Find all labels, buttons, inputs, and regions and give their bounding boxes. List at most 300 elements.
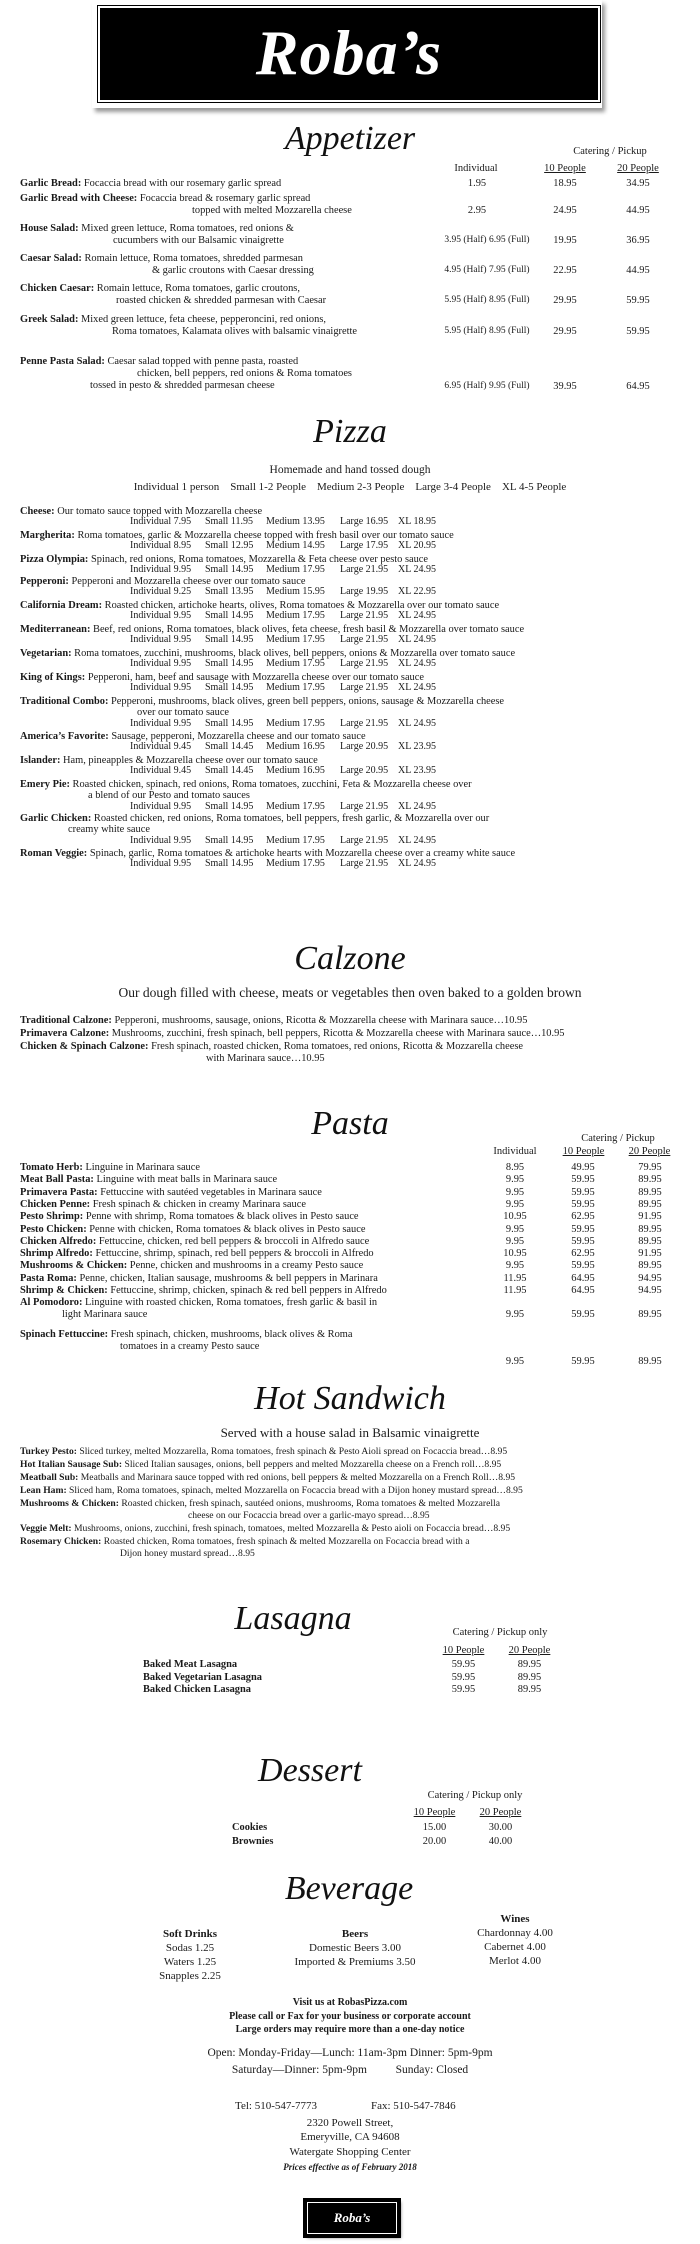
price-20: 36.95 xyxy=(626,235,650,246)
menu-item-name: Pepperoni: xyxy=(20,576,69,587)
pizza-price: Individual 9.95 xyxy=(130,658,192,669)
price-individual: 5.95 (Half) 8.95 (Full) xyxy=(444,326,530,336)
pizza-price: Large 17.95 xyxy=(340,540,389,551)
menu-item-name: Veggie Melt: xyxy=(20,1523,72,1534)
menu-item xyxy=(20,223,294,236)
price-10: 59.95 xyxy=(571,1186,595,1198)
beer-item: Imported & Premiums 3.50 xyxy=(294,1956,416,1968)
menu-item xyxy=(20,1260,363,1273)
price-10: 24.95 xyxy=(553,205,577,216)
menu-item: Penne Pasta Salad: Caesar salad topped with penne pasta, roasted xyxy=(20,356,299,367)
pizza-price: Medium 17.95 xyxy=(266,858,325,869)
price-10: 18.95 xyxy=(553,178,577,189)
menu-item-name: Islander: xyxy=(20,755,61,766)
pizza-price: XL 24.95 xyxy=(398,634,436,645)
price-20: 94.95 xyxy=(638,1285,662,1296)
tel: Tel: 510-547-7773 xyxy=(235,2100,318,2112)
pizza-price: Medium 17.95 xyxy=(266,682,325,693)
menu-item xyxy=(20,1472,515,1485)
menu-item-desc: Fettuccine with sautéed vegetables in Marinara sauce xyxy=(100,1186,322,1198)
soft-drink-item: Waters 1.25 xyxy=(163,1956,217,1968)
price-individual: 1.95 xyxy=(467,178,487,189)
pizza-sizes-header: Individual 1 person Small 1-2 People Medium 2-3 People Large 3-4 People XL 4-5 People xyxy=(133,481,567,493)
pizza-price: Large 21.95 xyxy=(340,634,389,645)
price-20: 91.95 xyxy=(638,1211,662,1223)
dessert-item: Cookies xyxy=(232,1822,268,1833)
appetizer-col-catering: Catering / Pickup xyxy=(573,146,647,157)
menu-item-desc: Mushrooms, onions, zucchini, fresh spinach, tomatoes, melted Mozzarella & Pesto aioli on Focaccia bread…8.95 xyxy=(74,1523,511,1534)
menu-item xyxy=(20,1224,365,1237)
price-10: 59.95 xyxy=(451,1671,476,1683)
pizza-price: XL 23.95 xyxy=(398,741,436,752)
menu-item-desc: Penne, chicken, Italian sausage, mushrooms & bell peppers in Marinara xyxy=(79,1272,378,1284)
footer-logo xyxy=(305,2200,399,2236)
pizza-price: Medium 17.95 xyxy=(266,801,325,812)
price-20: 89.95 xyxy=(517,1684,542,1695)
lasagna-title: Lasagna xyxy=(234,1600,352,1637)
price-individual: 6.95 (Half) 9.95 (Full) xyxy=(444,381,530,391)
menu-item-name: House Salad: xyxy=(20,223,79,234)
menu-item-name: Caesar Salad: xyxy=(20,253,82,264)
price-individual: 3.95 (Half) 6.95 (Full) xyxy=(444,235,530,245)
menu-item-name: King of Kings: xyxy=(20,672,86,683)
menu-item-desc: a blend of our Pesto and tomato sauces xyxy=(88,790,250,801)
price-10: 22.95 xyxy=(553,265,577,276)
price-individual: 9.95 xyxy=(505,1186,525,1198)
menu-item xyxy=(20,193,310,206)
menu-item-desc: cucumbers with our Balsamic vinaigrette xyxy=(113,235,284,246)
dessert-item: Brownies xyxy=(232,1836,274,1847)
price-20: 40.00 xyxy=(488,1836,513,1847)
price-20: 44.95 xyxy=(626,205,650,216)
pizza-price: Small 14.95 xyxy=(205,634,254,645)
visit-line: Visit us at RobasPizza.com xyxy=(292,1997,408,2008)
pizza-price: Small 14.95 xyxy=(205,610,254,621)
menu-item-desc: tomatoes in a creamy Pesto sauce xyxy=(120,1341,260,1352)
menu-item xyxy=(20,1285,387,1298)
menu-item-desc: Sliced Italian sausages, onions, bell peppers and melted Mozzarella cheese on a French roll…8.95 xyxy=(124,1459,502,1470)
menu-item-desc: Sliced turkey, melted Mozzarella, Roma tomatoes, fresh spinach & Pesto Aioli spread on Focaccia bread…8.95 xyxy=(79,1446,508,1457)
price-individual: 4.95 (Half) 7.95 (Full) xyxy=(444,265,530,275)
menu-item-name: Hot Italian Sausage Sub: xyxy=(20,1459,123,1470)
menu-item-name: Mediterranean: xyxy=(20,624,91,635)
menu-item-desc: Fresh spinach, roasted chicken, Roma tomatoes, red onions, Ricotta & Mozzarella cheese xyxy=(151,1041,523,1052)
menu-item-desc: & garlic croutons with Caesar dressing xyxy=(152,265,314,276)
price-10: 59.95 xyxy=(571,1235,595,1247)
menu-item xyxy=(20,1187,322,1200)
price-individual: 9.95 xyxy=(505,1260,525,1272)
menu-item-desc: Fettuccine, shrimp, spinach, red bell peppers & broccoli in Alfredo xyxy=(95,1248,374,1260)
menu-item xyxy=(20,1523,510,1536)
menu-item-desc: Pepperoni, mushrooms, black olives, green bell peppers, onions, sausage & Mozzarella cheese xyxy=(111,696,505,707)
price-individual: 10.95 xyxy=(503,1211,527,1223)
menu-item-desc: topped with melted Mozzarella cheese xyxy=(192,205,352,216)
pizza-price: Individual 9.95 xyxy=(130,801,192,812)
pizza-price: Small 14.95 xyxy=(205,858,254,869)
price-20: 89.95 xyxy=(638,1223,662,1235)
beers xyxy=(275,1927,435,1969)
price-10: 59.95 xyxy=(571,1198,595,1210)
menu-item xyxy=(20,1041,523,1054)
price-10: 59.95 xyxy=(451,1684,476,1695)
price-20: 89.95 xyxy=(638,1174,662,1186)
pizza-price: Large 21.95 xyxy=(340,610,389,621)
price-10: 59.95 xyxy=(571,1260,595,1272)
large-orders-line: Large orders may require more than a one-day notice xyxy=(235,2024,465,2035)
appetizer-title: Appetizer xyxy=(284,120,416,157)
menu-item-desc: Roasted chicken, red onions, Roma tomatoes, bell peppers, fresh garlic, & Mozzarella over our xyxy=(93,813,490,824)
menu-item-name: Pesto Chicken: xyxy=(20,1223,87,1235)
menu-item-name: Chicken Penne: xyxy=(20,1198,91,1210)
menu-item xyxy=(20,1199,306,1212)
beers-title: Beers xyxy=(341,1928,369,1940)
menu-item-desc: Penne with chicken, Roma tomatoes & black olives in Pesto sauce xyxy=(89,1223,366,1235)
price-individual: 9.95 xyxy=(505,1356,525,1367)
lasagna-col-20: 20 People xyxy=(508,1645,551,1656)
menu-item-desc: tossed in pesto & shredded parmesan cheese xyxy=(90,380,275,391)
price-20: 59.95 xyxy=(626,326,650,337)
price-individual: 9.95 xyxy=(505,1309,525,1320)
menu-item xyxy=(20,1273,378,1286)
logo xyxy=(98,6,600,102)
menu-item xyxy=(20,178,281,191)
pizza-price: Medium 17.95 xyxy=(266,610,325,621)
brand-name: Roba’s xyxy=(255,17,443,88)
menu-item-desc: Roasted chicken, artichoke hearts, olives, Roma tomatoes & Mozzarella over our tomato sauce xyxy=(104,600,500,611)
pizza-price: Medium 17.95 xyxy=(266,634,325,645)
appetizer-col-20: 20 People xyxy=(617,163,659,174)
menu-item-desc: Ham, pineapples & Mozzarella cheese over our tomato sauce xyxy=(63,755,318,766)
menu-item-name: Cheese: xyxy=(20,506,55,517)
menu-item-desc: Roasted chicken, Roma tomatoes, fresh spinach & melted Mozzarella on Focaccia bread with a xyxy=(103,1536,470,1547)
menu-item-desc: Dijon honey mustard spread…8.95 xyxy=(120,1548,255,1559)
pizza-price: Large 21.95 xyxy=(340,658,389,669)
pizza-price: Medium 17.95 xyxy=(266,564,325,575)
menu-item-desc: Spinach, red onions, Roma tomatoes, Mozzarella & Feta cheese over pesto sauce xyxy=(91,554,429,565)
dessert-title: Dessert xyxy=(258,1752,362,1789)
pasta-title: Pasta xyxy=(311,1105,389,1142)
menu-item: Spinach Fettuccine: Fresh spinach, chicken, mushrooms, black olives & Roma xyxy=(20,1329,353,1340)
menu-item-desc: Penne with shrimp, Roma tomatoes & black olives in Pesto sauce xyxy=(85,1211,359,1223)
pizza-price: Small 14.45 xyxy=(205,741,254,752)
menu-item-name: Tomato Herb: xyxy=(20,1162,83,1173)
pizza-price: Large 16.95 xyxy=(340,516,389,527)
calzone-subtitle: Our dough filled with cheese, meats or vegetables then oven baked to a golden brown xyxy=(118,985,582,1000)
menu-item-name: Garlic Chicken: xyxy=(20,813,92,824)
sandwich-title: Hot Sandwich xyxy=(254,1380,446,1417)
price-individual: 5.95 (Half) 8.95 (Full) xyxy=(444,295,530,305)
pizza-price: Large 20.95 xyxy=(340,741,389,752)
menu-item xyxy=(20,1536,469,1549)
menu-item-desc: Penne, chicken and mushrooms in a creamy Pesto sauce xyxy=(129,1260,364,1272)
pizza-price: Individual 7.95 xyxy=(130,516,192,527)
menu-item xyxy=(20,1236,369,1249)
menu-item-name: Meat Ball Pasta: xyxy=(20,1174,94,1186)
menu-item-name: Greek Salad: xyxy=(20,314,79,325)
menu-item-name: Garlic Bread: xyxy=(20,178,82,189)
menu-item xyxy=(20,1211,359,1224)
pizza-price: Individual 9.45 xyxy=(130,741,192,752)
menu-item-desc: Romain lettuce, Roma tomatoes, garlic croutons, xyxy=(96,283,300,294)
fax: Fax: 510-547-7846 xyxy=(371,2100,456,2112)
menu-item-name: Pasta Roma: xyxy=(20,1272,77,1284)
menu-item-desc: roasted chicken & shredded parmesan with Caesar xyxy=(116,295,327,306)
pizza-price: XL 24.95 xyxy=(398,682,436,693)
price-20: 79.95 xyxy=(638,1162,662,1173)
pasta-col-10: 10 People xyxy=(562,1146,605,1157)
pizza-price: Medium 17.95 xyxy=(266,835,325,846)
pizza-price: Small 14.95 xyxy=(205,835,254,846)
price-20: 89.95 xyxy=(638,1198,662,1210)
lasagna-col-10: 10 People xyxy=(442,1645,485,1656)
menu-item xyxy=(20,1446,507,1459)
pizza-price: XL 24.95 xyxy=(398,610,436,621)
menu-item-name: Emery Pie: xyxy=(20,779,70,790)
price-individual: 11.95 xyxy=(503,1272,527,1284)
hours-weekend: Saturday—Dinner: 5pm-9pm Sunday: Closed xyxy=(231,2064,469,2076)
menu-item-desc: Our tomato sauce topped with Mozzarella cheese xyxy=(57,506,263,517)
menu-item-name: Roman Veggie: xyxy=(20,848,88,859)
price-10: 62.95 xyxy=(571,1248,595,1260)
pizza-price: Large 20.95 xyxy=(340,765,389,776)
price-10: 59.95 xyxy=(571,1309,595,1320)
menu-item-desc: with Marinara sauce…10.95 xyxy=(206,1053,325,1064)
menu-item-name: Chicken Caesar: xyxy=(20,283,95,294)
menu-item xyxy=(20,1459,501,1472)
menu-item-name: Traditional Calzone: xyxy=(20,1015,112,1026)
sandwich-subtitle: Served with a house salad in Balsamic vinaigrette xyxy=(220,1425,480,1440)
pizza-price: Small 14.95 xyxy=(205,801,254,812)
pizza-price: Large 21.95 xyxy=(340,858,389,869)
menu-item-desc: light Marinara sauce xyxy=(62,1309,148,1320)
dessert-col-20: 20 People xyxy=(479,1807,522,1818)
pizza-price: Small 14.95 xyxy=(205,564,254,575)
menu-item-desc: Beef, red onions, Roma tomatoes, black olives, feta cheese, fresh basil & Mozzarella over tomato sauce xyxy=(93,624,525,635)
pizza-price: Small 14.95 xyxy=(205,658,254,669)
wine-item: Cabernet 4.00 xyxy=(484,1941,546,1953)
menu-item-desc: Pepperoni, mushrooms, sausage, onions, Ricotta & Mozzarella cheese with Marinara sauce…10.95 xyxy=(114,1015,528,1026)
pizza-price: XL 20.95 xyxy=(398,540,436,551)
prices-note: Prices effective as of February 2018 xyxy=(283,2162,417,2172)
wines xyxy=(460,1912,570,1968)
address-street: 2320 Powell Street, xyxy=(306,2117,394,2129)
address-center: Watergate Shopping Center xyxy=(289,2146,411,2158)
menu-item-desc: Roma tomatoes, zucchini, mushrooms, black olives, bell peppers, onions & Mozzarella over tomato sauce xyxy=(74,648,516,659)
menu-item-desc: Pepperoni, ham, beef and sausage with Mozzarella cheese over our tomato sauce xyxy=(87,672,424,683)
pizza-price: Small 11.95 xyxy=(205,516,253,527)
price-10: 19.95 xyxy=(553,235,577,246)
lasagna-item: Baked Chicken Lasagna xyxy=(143,1684,251,1695)
menu-item-name: Pesto Shrimp: xyxy=(20,1211,84,1223)
menu-item xyxy=(20,696,504,709)
pizza-price: Small 14.95 xyxy=(205,682,254,693)
price-20: 89.95 xyxy=(638,1309,662,1320)
menu-item-name: Margherita: xyxy=(20,530,75,541)
pizza-price: Large 21.95 xyxy=(340,682,389,693)
calzone-title: Calzone xyxy=(294,940,406,977)
soft-drinks-title: Soft Drinks xyxy=(162,1928,218,1940)
pizza-price: XL 24.95 xyxy=(398,564,436,575)
menu-item-desc: Meatballs and Marinara sauce topped with red onions, bell peppers & melted Mozzarella on a French Roll…8.95 xyxy=(80,1472,516,1483)
pizza-price: Individual 9.95 xyxy=(130,718,192,729)
pizza-price: Small 14.45 xyxy=(205,765,254,776)
menu-item-name: Traditional Combo: xyxy=(20,696,109,707)
menu-item xyxy=(20,1028,564,1041)
menu-item xyxy=(20,283,300,296)
wines-title: Wines xyxy=(500,1913,530,1925)
price-20: 89.95 xyxy=(638,1235,662,1247)
price-10: 64.95 xyxy=(571,1285,595,1296)
price-20: 94.95 xyxy=(638,1272,662,1284)
price-10: 39.95 xyxy=(553,381,577,392)
menu-item-desc: Fettuccine, shrimp, chicken, spinach & red bell peppers in Alfredo xyxy=(110,1285,387,1296)
pizza-price: XL 24.95 xyxy=(398,658,436,669)
price-20: 30.00 xyxy=(488,1822,513,1833)
menu-item-desc: Mushrooms, zucchini, fresh spinach, bell peppers, Ricotta & Mozzarella cheese with Marinara sauce…10.95 xyxy=(111,1028,565,1039)
menu-item-name: Mushrooms & Chicken: xyxy=(20,1498,119,1509)
menu-item-name: Chicken & Spinach Calzone: xyxy=(20,1041,149,1052)
pizza-price: Large 21.95 xyxy=(340,801,389,812)
appetizer-col-individual: Individual xyxy=(454,163,498,174)
pizza-price: Individual 9.95 xyxy=(130,835,192,846)
pizza-price: XL 23.95 xyxy=(398,765,436,776)
beverage-title: Beverage xyxy=(284,1870,414,1907)
menu-item-desc: Mixed green lettuce, feta cheese, pepperoncini, red onions, xyxy=(81,314,326,325)
menu-item-desc: creamy white sauce xyxy=(68,824,150,835)
pizza-price: Medium 16.95 xyxy=(266,741,325,752)
pizza-price: Large 21.95 xyxy=(340,835,389,846)
price-10: 59.95 xyxy=(571,1174,595,1186)
pizza-price: Individual 9.95 xyxy=(130,564,192,575)
menu-item-desc: Fettuccine, chicken, red bell peppers & broccoli in Alfredo sauce xyxy=(98,1235,370,1247)
price-individual: 10.95 xyxy=(503,1248,527,1260)
price-10: 64.95 xyxy=(571,1272,595,1284)
price-10: 29.95 xyxy=(553,326,577,337)
pizza-price: Individual 9.25 xyxy=(130,586,192,597)
price-individual: 9.95 xyxy=(505,1235,525,1247)
price-10: 15.00 xyxy=(422,1822,447,1833)
price-10: 49.95 xyxy=(571,1162,595,1173)
pizza-price: Large 19.95 xyxy=(340,586,389,597)
pizza-subtitle: Homemade and hand tossed dough xyxy=(269,464,431,476)
price-20: 89.95 xyxy=(638,1260,662,1272)
price-20: 59.95 xyxy=(626,295,650,306)
price-individual: 9.95 xyxy=(505,1223,525,1235)
menu-item-name: Vegetarian: xyxy=(20,648,72,659)
menu-item-desc: chicken, bell peppers, red onions & Roma tomatoes xyxy=(137,368,352,379)
price-10: 62.95 xyxy=(571,1211,595,1223)
price-20: 89.95 xyxy=(517,1659,542,1670)
price-10: 59.95 xyxy=(571,1356,595,1367)
pizza-price: Individual 9.95 xyxy=(130,858,192,869)
menu-item xyxy=(20,253,303,266)
price-individual: 9.95 xyxy=(505,1174,525,1186)
menu-item xyxy=(20,1162,200,1175)
lasagna-item: Baked Meat Lasagna xyxy=(143,1659,238,1670)
price-20: 89.95 xyxy=(638,1186,662,1198)
menu-item-desc: Roma tomatoes, Kalamata olives with balsamic vinaigrette xyxy=(112,326,357,337)
menu-item-desc: over our tomato sauce xyxy=(137,707,230,718)
menu-item-name: Primavera Calzone: xyxy=(20,1028,110,1039)
menu-item xyxy=(20,1498,500,1511)
menu-item-name: Chicken Alfredo: xyxy=(20,1235,97,1247)
wine-item: Merlot 4.00 xyxy=(489,1955,541,1967)
menu-item-desc: Sausage, pepperoni, Mozzarella cheese and our tomato sauce xyxy=(111,731,366,742)
menu-item xyxy=(20,1015,527,1028)
soft-drink-item: Sodas 1.25 xyxy=(165,1942,215,1954)
menu-item-desc: Pepperoni and Mozzarella cheese over our tomato sauce xyxy=(71,576,306,587)
menu-item-desc: Roasted chicken, fresh spinach, sautéed onions, mushrooms, Roma tomatoes & melted Mozzarella xyxy=(121,1498,500,1509)
appetizer-col-10: 10 People xyxy=(544,163,586,174)
menu-item-desc: Roasted chicken, spinach, red onions, Roma tomatoes, zucchini, Feta & Mozzarella cheese over xyxy=(72,779,472,790)
pizza-price: Medium 16.95 xyxy=(266,765,325,776)
pizza-price: Large 21.95 xyxy=(340,718,389,729)
pizza-price: Individual 9.45 xyxy=(130,765,192,776)
price-10: 20.00 xyxy=(422,1836,447,1847)
menu-item-name: Turkey Pesto: xyxy=(20,1446,77,1457)
price-20: 34.95 xyxy=(626,178,650,189)
pasta-col-20: 20 People xyxy=(628,1146,671,1157)
pizza-price: Large 21.95 xyxy=(340,564,389,575)
menu-item xyxy=(20,1174,277,1187)
price-20: 89.95 xyxy=(517,1671,542,1683)
pizza-price: Medium 17.95 xyxy=(266,658,325,669)
price-individual: 9.95 xyxy=(505,1198,525,1210)
pizza-price: Medium 15.95 xyxy=(266,586,325,597)
menu-item-desc: Linguine with meat balls in Marinara sauce xyxy=(96,1174,278,1186)
menu-item-name: Garlic Bread with Cheese: xyxy=(20,193,138,204)
soft-drinks xyxy=(150,1927,230,1983)
dessert-col-catering: Catering / Pickup only xyxy=(427,1790,523,1801)
pizza-price: Medium 13.95 xyxy=(266,516,325,527)
price-20: 89.95 xyxy=(638,1356,662,1367)
call-line: Please call or Fax for your business or corporate account xyxy=(229,2011,471,2022)
price-20: 44.95 xyxy=(626,265,650,276)
menu-item xyxy=(20,314,326,327)
dessert-col-10: 10 People xyxy=(413,1807,456,1818)
pizza-price: Small 14.95 xyxy=(205,718,254,729)
pizza-price: XL 24.95 xyxy=(398,718,436,729)
menu-item-name: Shrimp & Chicken: xyxy=(20,1285,108,1296)
pizza-price: Medium 17.95 xyxy=(266,718,325,729)
price-20: 64.95 xyxy=(626,381,650,392)
menu-item-desc: Romain lettuce, Roma tomatoes, shredded parmesan xyxy=(84,253,303,264)
lasagna-col-catering: Catering / Pickup only xyxy=(452,1627,548,1638)
menu-item-desc: Roma tomatoes, garlic & Mozzarella cheese topped with fresh basil over our tomato sauce xyxy=(77,530,454,541)
pizza-price: XL 24.95 xyxy=(398,858,436,869)
menu-item-desc: Linguine in Marinara sauce xyxy=(85,1162,200,1173)
menu-item-desc: Spinach, garlic, Roma tomatoes & artichoke hearts with Mozzarella cheese over a creamy white sauce xyxy=(89,848,516,859)
menu-item-name: Lean Ham: xyxy=(20,1485,67,1496)
menu-item-desc: Mixed green lettuce, Roma tomatoes, red onions & xyxy=(81,223,294,234)
menu-item xyxy=(20,1248,374,1261)
pizza-price: Individual 9.95 xyxy=(130,682,192,693)
pizza-price: XL 18.95 xyxy=(398,516,436,527)
pizza-price: Small 13.95 xyxy=(205,586,254,597)
wine-item: Chardonnay 4.00 xyxy=(477,1927,553,1939)
menu-item-desc: Focaccia bread & rosemary garlic spread xyxy=(139,193,311,204)
price-10: 29.95 xyxy=(553,295,577,306)
pizza-price: Individual 9.95 xyxy=(130,634,192,645)
beer-item: Domestic Beers 3.00 xyxy=(309,1942,401,1954)
menu-item-name: Meatball Sub: xyxy=(20,1472,79,1483)
hours-weekday: Open: Monday-Friday—Lunch: 11am-3pm Dinner: 5pm-9pm xyxy=(207,2047,493,2059)
menu-item-desc: Focaccia bread with our rosemary garlic spread xyxy=(83,178,282,189)
price-10: 59.95 xyxy=(451,1659,476,1670)
menu-item-name: Shrimp Alfredo: xyxy=(20,1248,93,1260)
menu-item-name: Rosemary Chicken: xyxy=(20,1536,102,1547)
footer-logo-text: Roba’s xyxy=(307,2202,397,2234)
